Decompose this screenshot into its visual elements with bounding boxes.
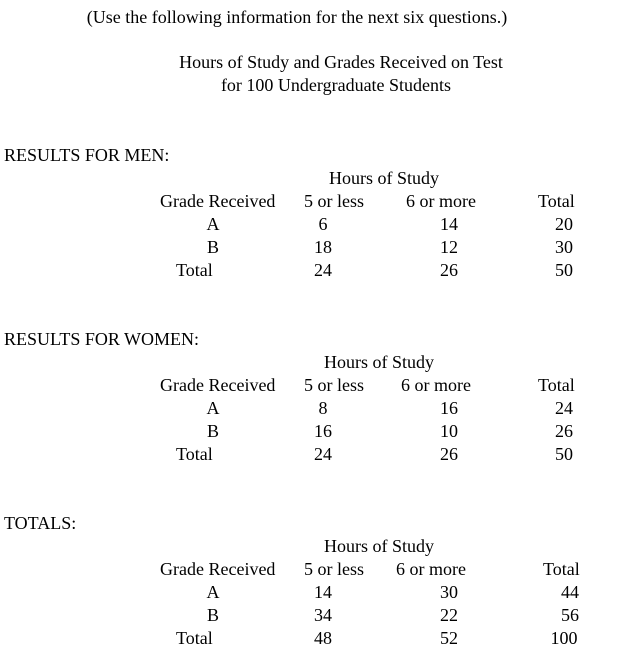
col-header-total: Total: [538, 375, 575, 395]
col-header-6-or-more: 6 or more: [406, 191, 476, 211]
row-label: Total: [176, 628, 213, 648]
cell-total: 56: [561, 605, 579, 625]
cell-total: 44: [561, 582, 579, 602]
cell-5-or-less: 24: [314, 444, 332, 464]
cell-6-or-more: 12: [440, 237, 458, 257]
cell-total: 24: [555, 398, 573, 418]
cell-total: 30: [555, 237, 573, 257]
section-heading: RESULTS FOR MEN:: [4, 145, 170, 165]
cell-6-or-more: 26: [440, 260, 458, 280]
cell-5-or-less: 48: [314, 628, 332, 648]
row-label: B: [206, 237, 220, 257]
cell-total: 26: [555, 421, 573, 441]
cell-5-or-less: 24: [314, 260, 332, 280]
row-label: Total: [176, 260, 213, 280]
cell-6-or-more: 22: [440, 605, 458, 625]
row-label: B: [206, 605, 220, 625]
cell-6-or-more: 30: [440, 582, 458, 602]
col-header-grade: Grade Received: [160, 191, 276, 211]
cell-5-or-less: 8: [318, 398, 328, 418]
intro-note: (Use the following information for the next six questions.): [86, 7, 508, 27]
col-header-total: Total: [538, 191, 575, 211]
cell-6-or-more: 26: [440, 444, 458, 464]
cell-total: 50: [555, 444, 573, 464]
cell-total: 20: [555, 214, 573, 234]
cell-total: 50: [555, 260, 573, 280]
row-label: Total: [176, 444, 213, 464]
col-header-6-or-more: 6 or more: [396, 559, 466, 579]
cell-5-or-less: 6: [318, 214, 328, 234]
page-title-line-2: for 100 Undergraduate Students: [220, 75, 452, 95]
row-label: A: [206, 214, 220, 234]
col-header-5-or-less: 5 or less: [304, 191, 364, 211]
cell-5-or-less: 18: [314, 237, 332, 257]
row-label: A: [206, 398, 220, 418]
cell-6-or-more: 14: [440, 214, 458, 234]
row-label: B: [206, 421, 220, 441]
col-header-total: Total: [543, 559, 580, 579]
group-header: Hours of Study: [328, 168, 440, 188]
cell-6-or-more: 16: [440, 398, 458, 418]
cell-5-or-less: 14: [314, 582, 332, 602]
section-heading: TOTALS:: [4, 513, 77, 533]
row-label: A: [206, 582, 220, 602]
col-header-grade: Grade Received: [160, 375, 276, 395]
group-header: Hours of Study: [323, 352, 435, 372]
cell-5-or-less: 16: [314, 421, 332, 441]
cell-total: 100: [550, 628, 578, 648]
section-heading: RESULTS FOR WOMEN:: [4, 329, 200, 349]
col-header-grade: Grade Received: [160, 559, 276, 579]
cell-6-or-more: 10: [440, 421, 458, 441]
col-header-5-or-less: 5 or less: [304, 559, 364, 579]
page-title-line-1: Hours of Study and Grades Received on Test: [179, 52, 503, 72]
col-header-6-or-more: 6 or more: [401, 375, 471, 395]
col-header-5-or-less: 5 or less: [304, 375, 364, 395]
group-header: Hours of Study: [323, 536, 435, 556]
cell-6-or-more: 52: [440, 628, 458, 648]
cell-5-or-less: 34: [314, 605, 332, 625]
